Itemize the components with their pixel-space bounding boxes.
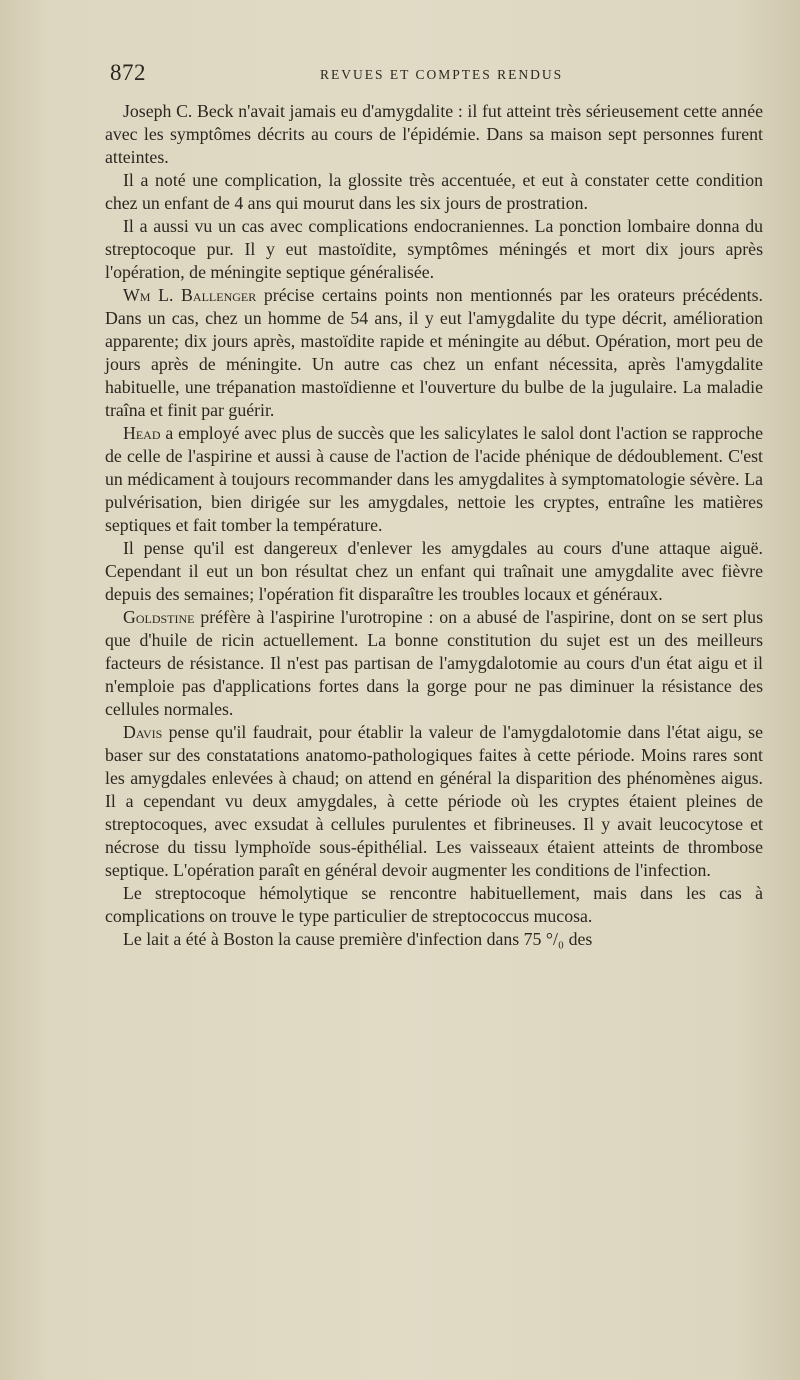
- page-header: [110, 60, 760, 90]
- paragraph-text: Joseph C. Beck n'avait jamais eu d'amygdalite : il fut atteint très sérieusement cette année avec les symptômes décrits au cours de l'épidémie. Dans sa maison sept personnes furent atteintes.: [105, 101, 763, 167]
- running-head: REVUES ET COMPTES RENDUS: [320, 67, 564, 82]
- paragraph-text: pense qu'il faudrait, pour établir la valeur de l'amygdalotomie dans l'état aigu, se baser sur des constatations anatomo-pathologiques faites à cette période. Moins rares sont les amygdales enlevées à chaud; on attend en général la disparition des phénomènes aigus. Il a cependant vu deux amygdales, à cette période où les cryptes étaient pleines de streptocoques, avec exsudat à cellules purulentes et fibrineuses. Il y avait leucocytose et nécrose du tissu lymphoïde sous-épithélial. Les vaisseaux étaient atteints de thrombose septique. L'opération paraît en général devoir augmenter les conditions de l'infection.: [105, 722, 763, 880]
- paragraph-beck: [105, 100, 763, 169]
- paragraph-goldstine: [105, 606, 763, 721]
- paragraph-text: Il a aussi vu un cas avec complications endocraniennes. La ponction lombaire donna du streptocoque pur. Il y eut mastoïdite, symptômes méningés et mort dix jours après l'opération, de méningite septique généralisée.: [105, 216, 763, 282]
- speaker-name: Wm L. Ballenger: [123, 285, 257, 305]
- paragraph-endocranial: [105, 215, 763, 284]
- paragraph-text: préfère à l'aspirine l'urotropine : on a abusé de l'aspirine, dont on se sert plus que d'huile de ricin actuellement. La bonne constitution du sujet est un des meilleurs facteurs de résistance. Il n'est pas partisan de l'amygdalotomie au cours d'un état aigu et il n'emploie pas d'applications fortes dans la gorge pour ne pas diminuer la résistance des cellules normales.: [105, 607, 763, 719]
- page-number: 872: [110, 60, 146, 85]
- paragraph-glossite: [105, 169, 763, 215]
- paragraph-head: [105, 422, 763, 537]
- paragraph-text: Le streptocoque hémolytique se rencontre habituellement, mais dans les cas à complications on trouve le type particulier de streptococcus mucosa.: [105, 883, 763, 926]
- paragraph-text: précise certains points non mentionnés par les orateurs précédents. Dans un cas, chez un homme de 54 ans, il y eut l'amygdalite du type décrit, amélioration apparente; dix jours après, mastoïdite rapide et méningite au début. Opération, mort peu de jours après de méningite. Un autre cas chez un enfant nécessita, après l'amygdalite habituelle, une trépanation mastoïdienne et l'ouverture du bulbe de la jugulaire. La maladie traîna et finit par guérir.: [105, 285, 763, 420]
- speaker-name: Head: [123, 423, 161, 443]
- paragraph-davis: [105, 721, 763, 882]
- speaker-name: Davis: [123, 722, 163, 742]
- paragraph-text: Le lait a été à Boston la cause première d'infection dans 75 °/₀ des: [123, 929, 593, 949]
- paragraph-streptococcus: [105, 882, 763, 928]
- article-body: [105, 100, 763, 951]
- paragraph-boston: [105, 928, 763, 951]
- paragraph-text: Il a noté une complication, la glossite très accentuée, et eut à constater cette condition chez un enfant de 4 ans qui mourut dans les six jours de prostration.: [105, 170, 763, 213]
- speaker-name: Goldstine: [123, 607, 195, 627]
- paragraph-text: Il pense qu'il est dangereux d'enlever les amygdales au cours d'une attaque aiguë. Cependant il eut un bon résultat chez un enfant qui traînait une amygdalite avec fièvre depuis des semaines; l'opération fit disparaître les troubles locaux et généraux.: [105, 538, 763, 604]
- paragraph-text: a employé avec plus de succès que les salicylates le salol dont l'action se rapproche de celle de l'aspirine et aussi à cause de l'action de l'acide phénique de dédoublement. C'est un médicament à toujours recommander dans les amygdalites à symptomatologie sévère. La pulvérisation, bien dirigée sur les amygdales, nettoie les cryptes, entraîne les matières septiques et fait tomber la température.: [105, 423, 763, 535]
- paragraph-danger: [105, 537, 763, 606]
- paragraph-ballenger: [105, 284, 763, 422]
